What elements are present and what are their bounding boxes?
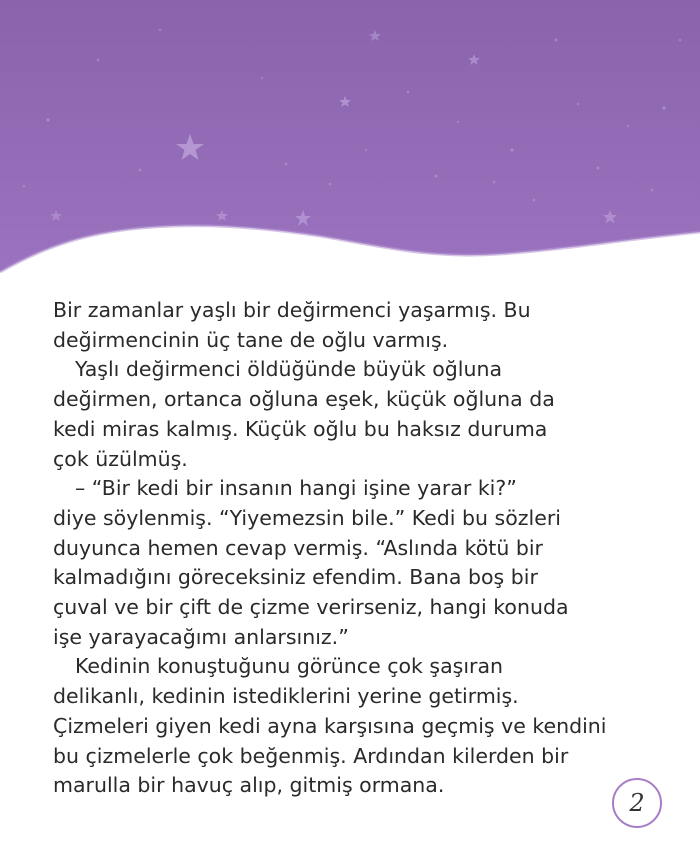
story-text <box>53 296 693 801</box>
story-line: değirmencinin üç tane de oğlu varmış. <box>53 327 449 352</box>
story-line: duyunca hemen cevap vermiş. “Aslında kötü bir <box>53 535 543 560</box>
story-line: çuval ve bir çift de çizme verirseniz, hangi konuda <box>53 595 569 620</box>
story-line: diye söylenmiş. “Yiyemezsin bile.” Kedi bu sözleri <box>53 505 561 530</box>
story-line: marulla bir havuç alıp, gitmiş ormana. <box>53 773 445 798</box>
story-line: bu çizmelerle çok beğenmiş. Ardından kilerden bir <box>53 743 569 768</box>
story-line: Çizmeleri giyen kedi ayna karşısına geçmiş ve kendini <box>53 713 607 738</box>
header-wave-shape <box>0 0 700 272</box>
story-line: çok üzülmüş. <box>53 446 188 471</box>
story-line: değirmen, ortanca oğluna eşek, küçük oğluna da <box>53 387 555 412</box>
story-line: – “Bir kedi bir insanın hangi işine yarar ki?” <box>75 476 517 501</box>
page-number: 2 <box>629 789 645 817</box>
page-number-badge <box>612 778 662 828</box>
story-line: delikanlı, kedinin istediklerini yerine getirmiş. <box>53 684 519 709</box>
story-line: Kedinin konuştuğunu görünce çok şaşıran <box>75 654 503 679</box>
story-line: Bir zamanlar yaşlı bir değirmenci yaşarmış. Bu <box>53 298 531 322</box>
story-line: Yaşlı değirmenci öldüğünde büyük oğluna <box>75 357 503 382</box>
story-line: kalmadığını göreceksiniz efendim. Bana boş bir <box>53 565 538 590</box>
story-line: işe yarayacağımı anlarsınız.” <box>53 624 349 649</box>
story-line: kedi miras kalmış. Küçük oğlu bu haksız duruma <box>53 416 548 441</box>
purple-starry-header <box>0 0 700 300</box>
